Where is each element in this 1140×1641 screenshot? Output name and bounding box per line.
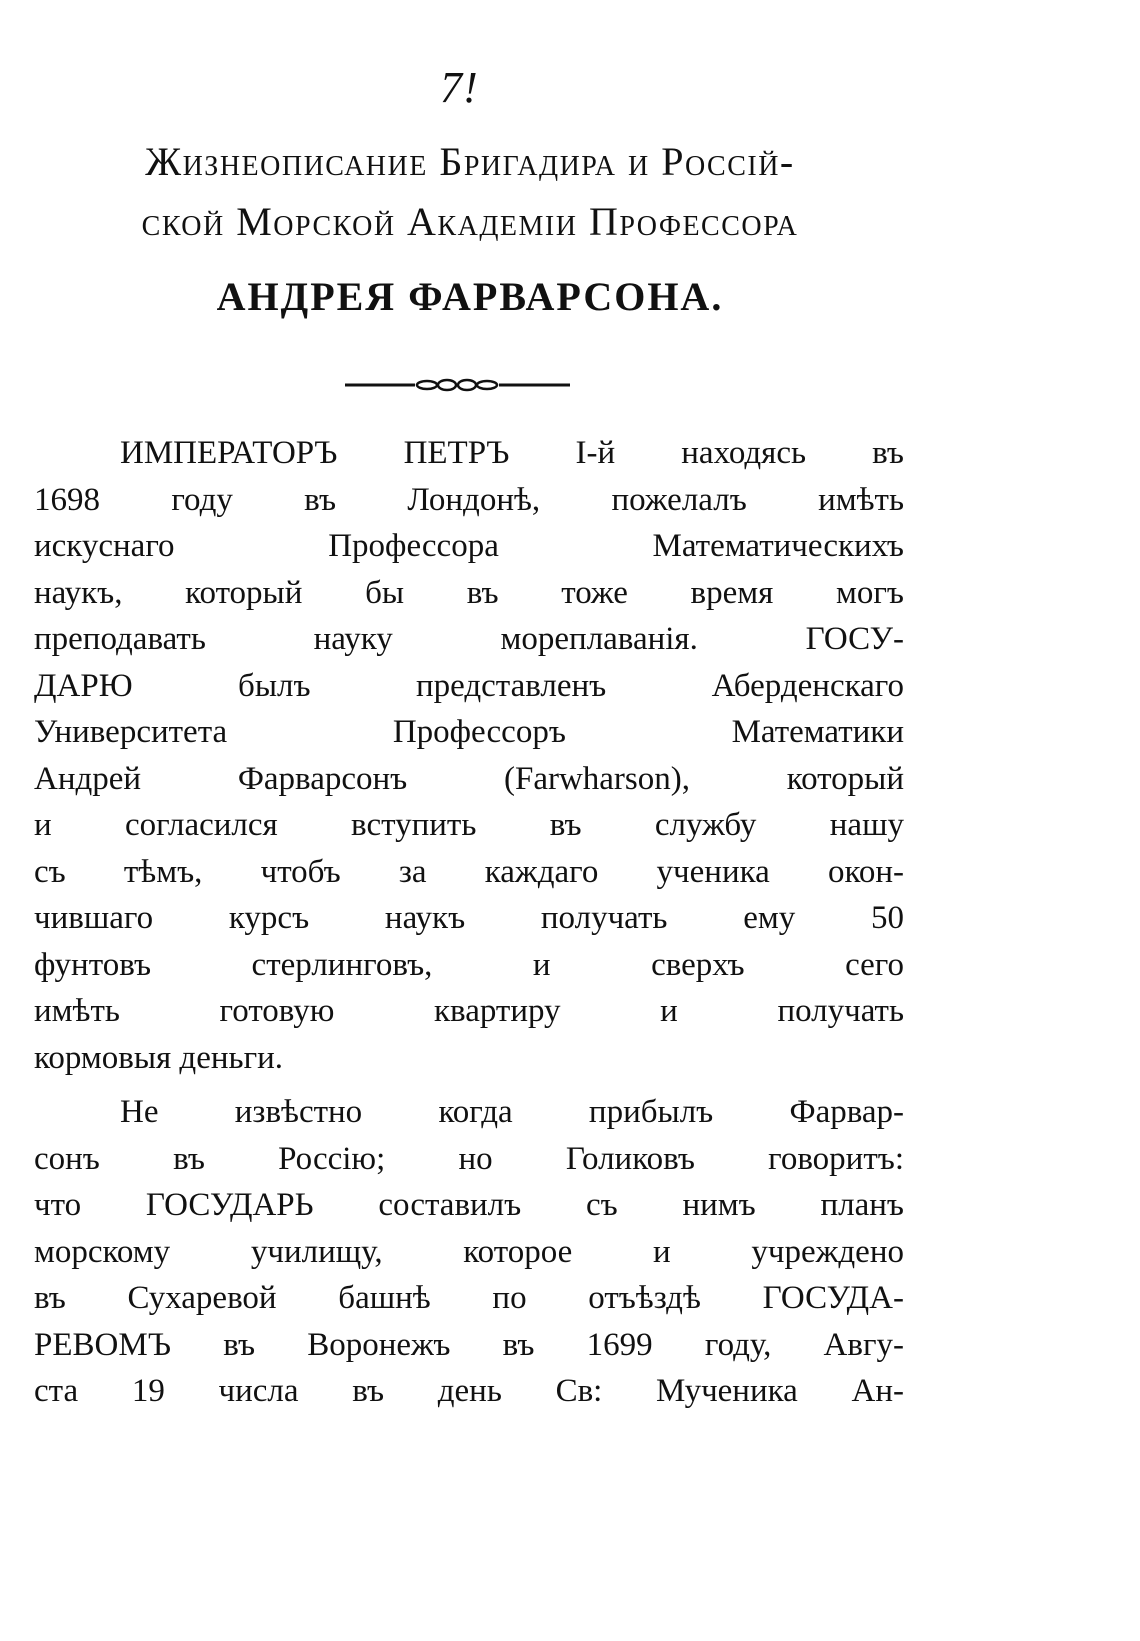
ornament-divider [345, 375, 570, 395]
text-line: въ Сухаревой башнѣ по отъѣздѣ ГОСУДА- [34, 1280, 904, 1316]
text-line: искуснаго Профессора Математическихъ [34, 528, 904, 564]
text-line: наукъ, который бы въ тоже время могъ [34, 574, 904, 611]
paragraph-gap [34, 1081, 904, 1089]
text-line: фунтовъ стерлинговъ, и сверхъ сего [34, 946, 904, 983]
text-line: ДАРЮ былъ представленъ Аберденскаго [34, 667, 904, 704]
text-line: ИМПЕРАТОРЪ ПЕТРЪ I-й находясь въ [120, 435, 904, 471]
paragraph-2 [34, 1089, 904, 1415]
text-line: 1698 году въ Лондонѣ, пожелалъ имѣть [34, 481, 904, 518]
text-line: что ГОСУДАРЬ составилъ съ нимъ планъ [34, 1187, 904, 1223]
title-line-2: ской Морской Академіи Профессора [141, 199, 799, 244]
text-line: ста 19 числа въ день Св: Мученика Ан- [34, 1373, 904, 1409]
title-line-1: Жизнеописание Бригадира и Россій- [145, 139, 795, 184]
body-text [34, 430, 904, 1415]
text-line: морскому училищу, которое и учреждено [34, 1233, 904, 1270]
text-line: кормовыя деньги. [34, 1039, 284, 1076]
text-line: преподавать науку мореплаванія. ГОСУ- [34, 621, 904, 657]
title-line-3: АНДРЕЯ ФАРВАРСОНА. [216, 274, 724, 319]
text-line: и согласился вступить въ службу нашу [34, 807, 904, 843]
text-line: сонъ въ Россію; но Голиковъ говоритъ: [34, 1140, 904, 1177]
text-line: чившаго курсъ наукъ получать ему 50 [34, 900, 904, 936]
page-number: 7! [440, 63, 479, 112]
text-line: РЕВОМЪ въ Воронежъ въ 1699 году, Авгу- [34, 1326, 904, 1363]
text-line: Андрей Фарварсонъ (Farwharson), который [34, 760, 904, 797]
paragraph-1 [34, 430, 904, 1081]
text-line: имѣть готовую квартиру и получать [34, 993, 904, 1029]
chapter-title [30, 132, 910, 342]
text-line: съ тѣмъ, чтобъ за каждаго ученика окон- [34, 853, 904, 890]
text-line: Не извѣстно когда прибылъ Фарвар- [120, 1094, 904, 1130]
text-line: Университета Профессоръ Математики [34, 714, 904, 750]
